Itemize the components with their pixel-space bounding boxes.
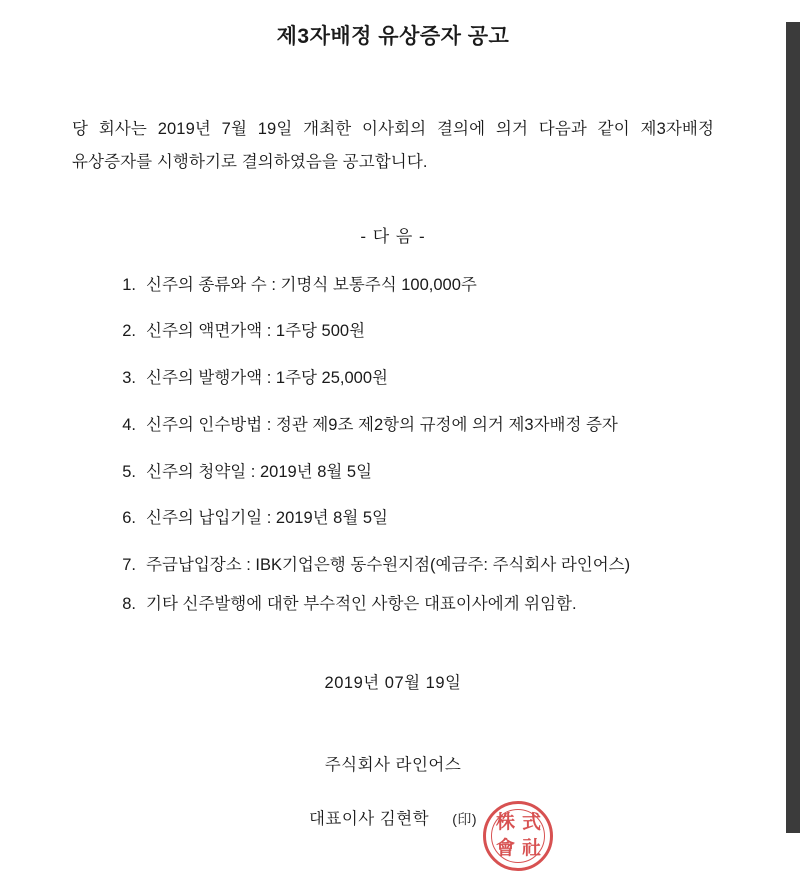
seal-glyph: 式 xyxy=(521,811,540,834)
list-item xyxy=(110,553,714,578)
company-seal-stamp-icon xyxy=(483,801,553,871)
company-name: 주식회사 라인어스 xyxy=(324,755,462,774)
list-item-label: 기타 신주발행에 대한 부수적인 사항은 대표이사에게 위임함. xyxy=(146,594,577,613)
list-item-label: 주금납입장소 : IBK기업은행 동수원지점(예금주: 주식회사 라인어스) xyxy=(146,556,631,575)
list-item-label: 신주의 인수방법 : 정관 제9조 제2항의 규정에 의거 제3자배정 증자 xyxy=(146,415,618,434)
list-item xyxy=(110,319,714,344)
list-item-number: 1. xyxy=(122,275,136,294)
list-item-label: 신주의 납입기일 : 2019년 8월 5일 xyxy=(146,509,388,528)
terms-list xyxy=(72,273,714,617)
list-item-number: 4. xyxy=(122,415,136,434)
list-item-label: 신주의 청약일 : 2019년 8월 5일 xyxy=(146,462,373,481)
signer-name: 대표이사 김현학 xyxy=(308,809,430,828)
signature-line xyxy=(72,805,714,860)
list-item-number: 3. xyxy=(122,369,136,388)
seal-glyph: 會 xyxy=(495,837,514,860)
seal-glyph: 社 xyxy=(521,837,540,860)
list-item xyxy=(110,460,714,485)
scroll-edge-bar xyxy=(786,22,800,833)
list-item xyxy=(110,592,714,617)
list-item xyxy=(110,506,714,531)
list-item xyxy=(110,413,714,438)
list-item-number: 5. xyxy=(122,462,136,481)
page-title: 제3자배정 유상증자 공고 xyxy=(276,25,510,48)
page-edge-strip xyxy=(786,22,800,833)
list-item-label: 신주의 액면가액 : 1주당 500원 xyxy=(146,322,366,341)
list-item-number: 7. xyxy=(122,556,136,575)
list-item-number: 6. xyxy=(122,509,136,528)
list-item-number: 8. xyxy=(122,594,136,613)
list-item-label: 신주의 발행가액 : 1주당 25,000원 xyxy=(146,369,388,388)
section-heading-next: - 다 음 - xyxy=(360,226,426,246)
list-item xyxy=(110,366,714,391)
issue-date: 2019년 07월 19일 xyxy=(324,673,462,692)
list-item-number: 2. xyxy=(122,322,136,341)
seal-glyph: 株 xyxy=(495,811,514,834)
list-item xyxy=(110,273,714,298)
list-item-label: 신주의 종류와 수 : 기명식 보통주식 100,000주 xyxy=(146,275,477,294)
seal-note: (印) xyxy=(452,810,478,827)
seal-glyphs xyxy=(486,804,550,868)
intro-paragraph: 당 회사는 2019년 7월 19일 개최한 이사회의 결의에 의거 다음과 같이 제3자배정 유상증자를 시행하기로 결의하였음을 공고합니다. xyxy=(72,120,714,171)
document-page xyxy=(0,22,786,860)
